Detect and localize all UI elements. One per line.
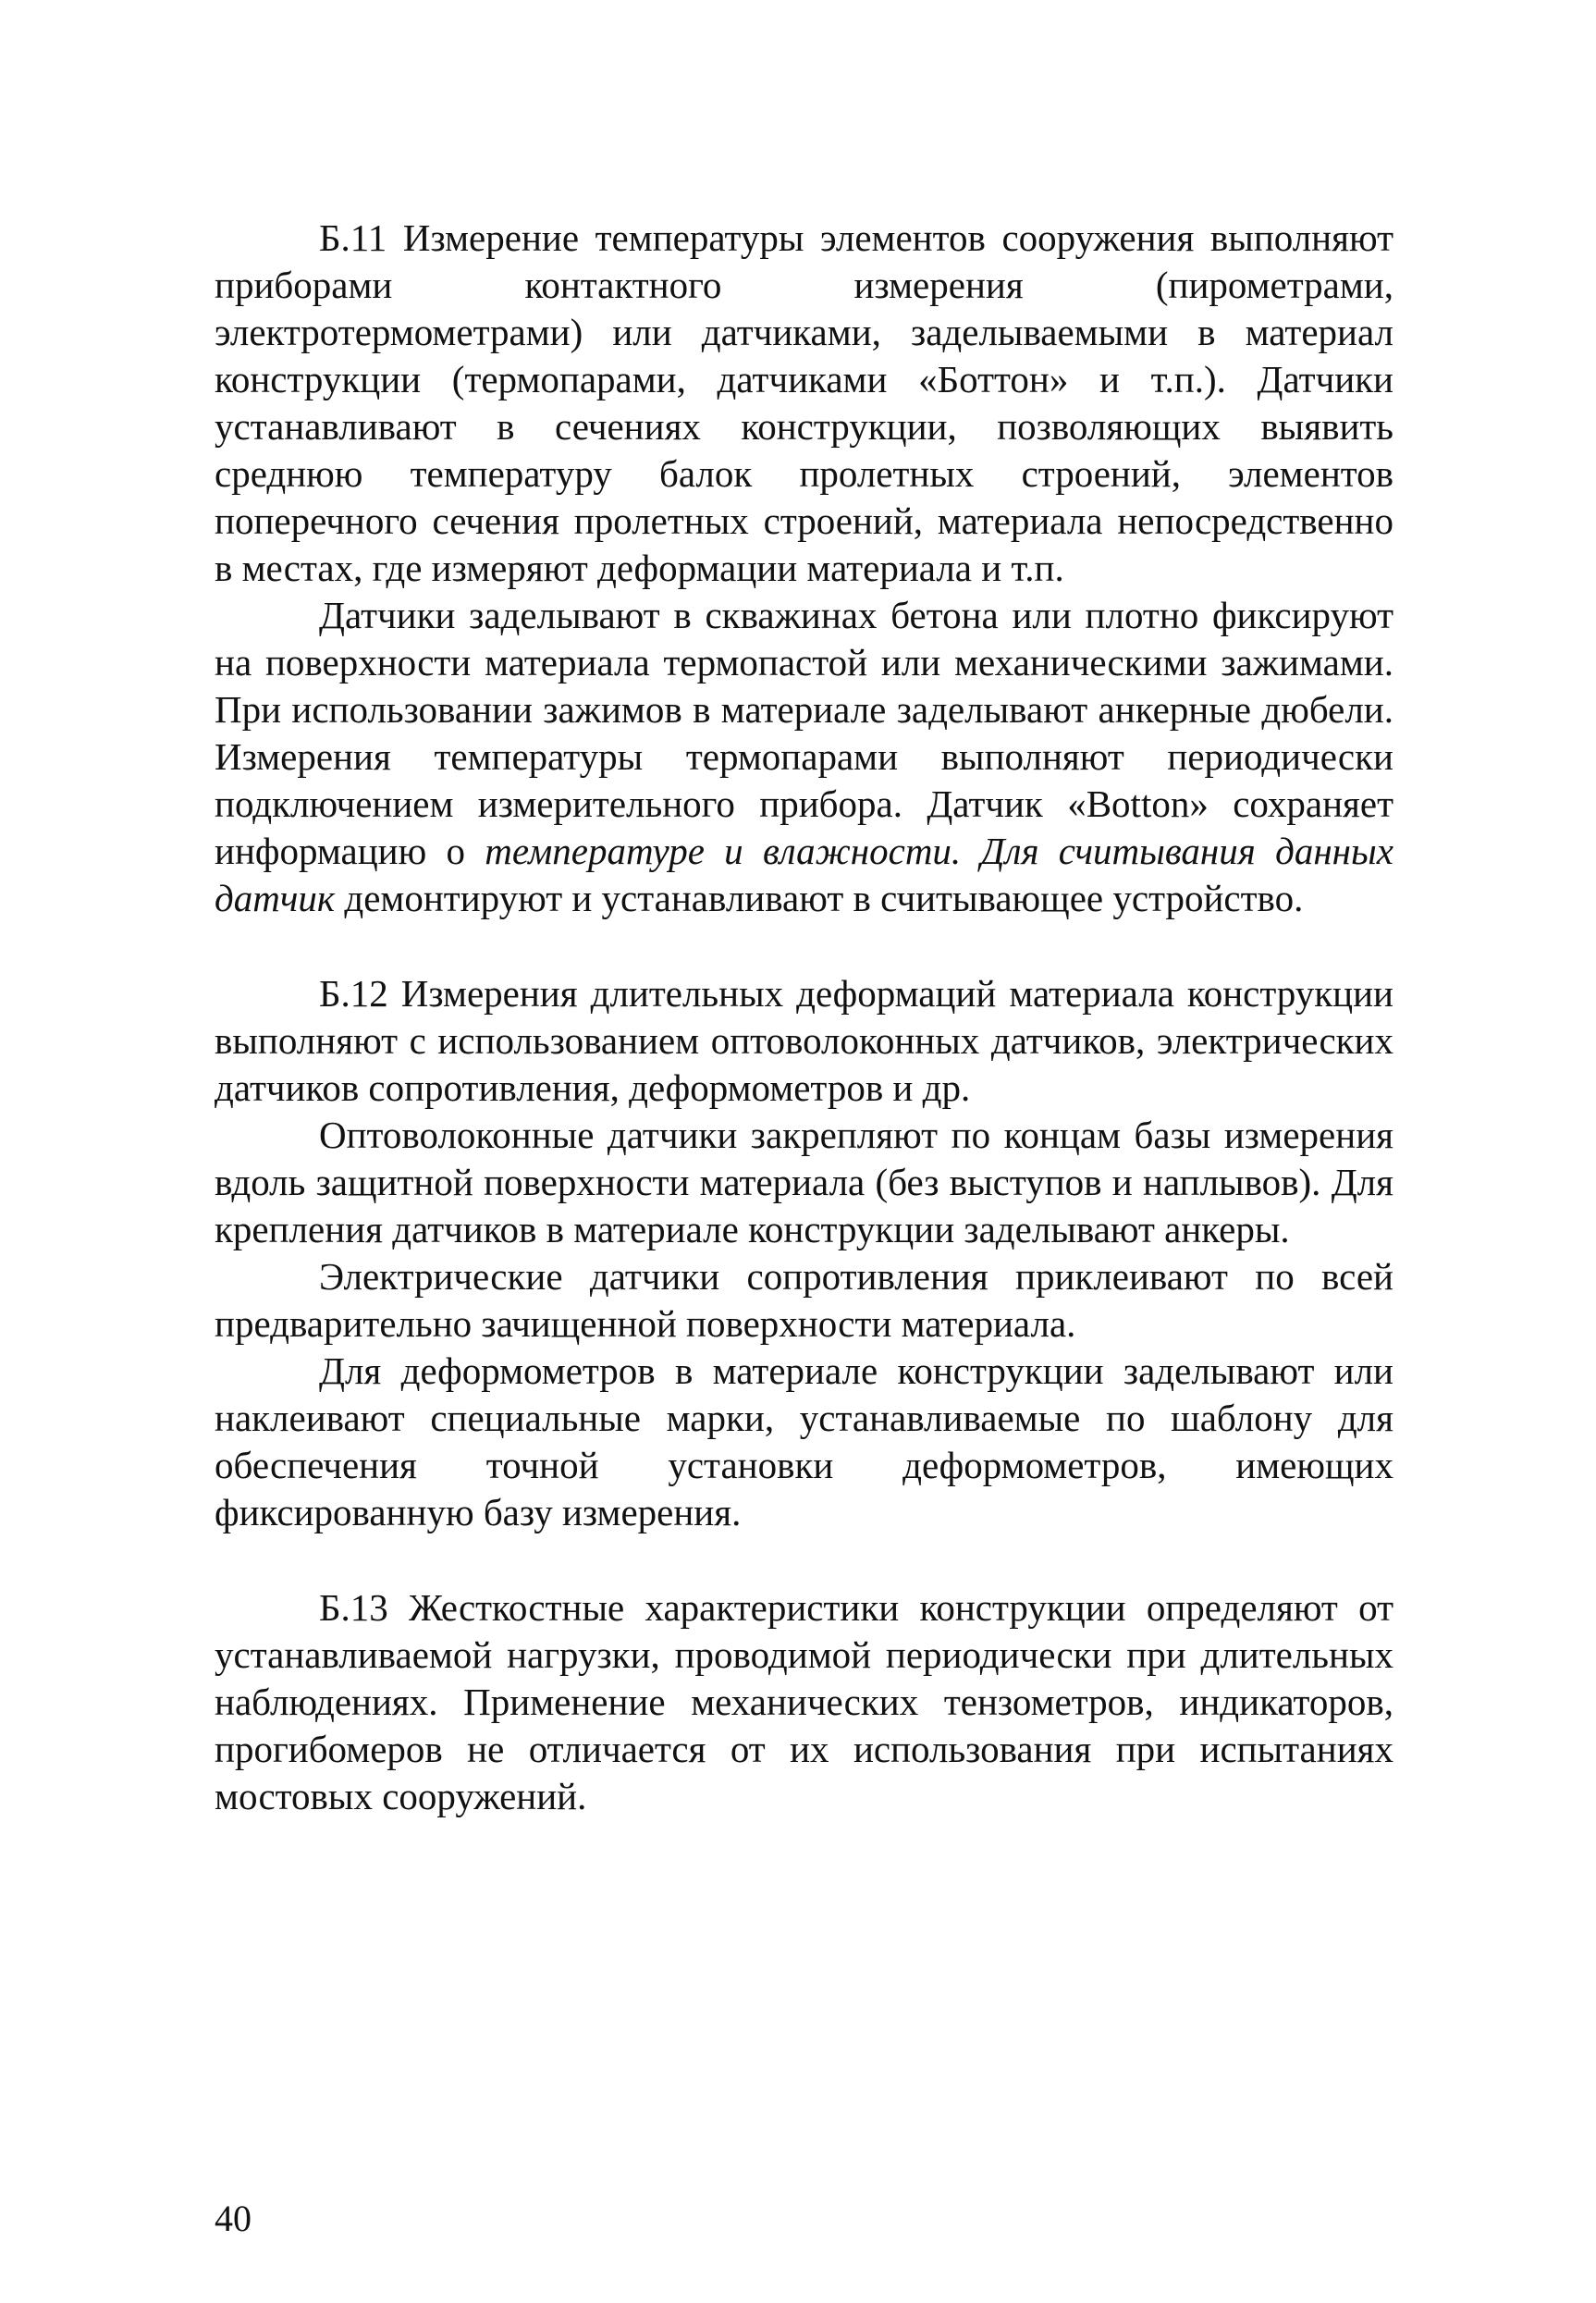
section-b12 xyxy=(215,970,1393,1536)
paragraph-b12-optical-sensors: Оптоволоконные датчики закрепляют по концам базы измерения вдоль защитной поверхности материала (без выступов и наплывов). Для крепления датчиков в материале конструкции заделывают анкеры. xyxy=(215,1114,1393,1250)
paragraph-b11-sensors-lead: Датчики заделывают в скважинах бетона или плотно фиксируют на поверхности материала термопастой или механическими зажимами. При использовании зажимов в материале заделывают анкерные дюбели. Измерения температуры термопарами выполняют периодически подключением измерительного прибора. Датчик «Botton» сохраняет информацию о xyxy=(215,594,1393,872)
paragraph-b11-sensors-italic: температуре и влажности. Для считывания данных датчик xyxy=(215,830,1393,919)
page-number: 40 xyxy=(215,2198,252,2239)
section-b13 xyxy=(215,1584,1393,1820)
body-text xyxy=(215,215,1393,1868)
paragraph-b11-sensors-tail: демонтируют и устанавливают в считывающее устройство. xyxy=(335,877,1304,919)
paragraph-b12-resistance-sensors: Электрические датчики сопротивления приклеивают по всей предварительно зачищенной поверхности материала. xyxy=(215,1255,1393,1345)
section-b11 xyxy=(215,215,1393,922)
paragraph-b11-temperature: Б.11 Измерение температуры элементов сооружения выполняют приборами контактного измерения (пирометрами, электротермометрами) или датчиками, заделываемыми в материал конструкции (термопарами, датчиками «Боттон» и т.п.). Датчики устанавливают в сечениях конструкции, позволяющих выявить среднюю температуру балок пролетных строений, элементов поперечного сечения пролетных строений, материала непосредственно в местах, где измеряют деформации материала и т.п. xyxy=(215,216,1393,589)
paragraph-b12-deformation: Б.12 Измерения длительных деформаций материала конструкции выполняют с использованием оптоволоконных датчиков, электрических датчиков сопротивления, деформометров и др. xyxy=(215,972,1393,1109)
paragraph-b11-sensors xyxy=(215,592,1393,922)
paragraph-b12-deformometers: Для деформометров в материале конструкции заделывают или наклеивают специальные марки, устанавливаемые по шаблону для обеспечения точной установки деформометров, имеющих фиксированную базу измерения. xyxy=(215,1349,1393,1533)
paragraph-b13-stiffness: Б.13 Жесткостные характеристики конструкции определяют от устанавливаемой нагрузки, проводимой периодически при длительных наблюдениях. Применение механических тензометров, индикаторов, прогибомеров не отличается от их использования при испытаниях мостовых сооружений. xyxy=(215,1586,1393,1817)
